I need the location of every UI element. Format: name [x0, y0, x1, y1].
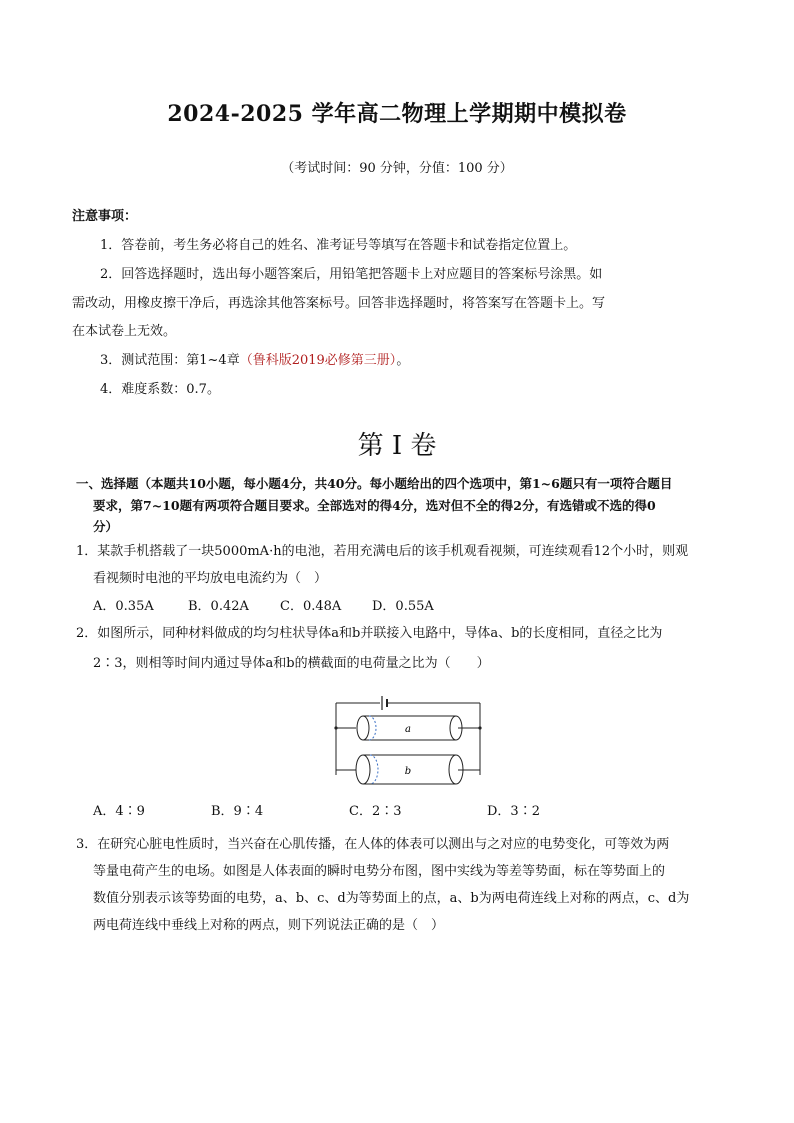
question-1-option-d: D．0.55A — [372, 599, 434, 614]
notice-item-1: 1．答卷前，考生务必将自己的姓名、准考证号等填写在答题卡和试卷指定位置上。 — [100, 238, 577, 253]
page-title: 2024-2025 学年高二物理上学期期中模拟卷 — [167, 101, 627, 127]
question-2-option-d: D．3∶2 — [487, 804, 540, 819]
notice-heading: 注意事项： — [72, 209, 138, 224]
section-title: 第 I 卷 — [357, 431, 437, 461]
notice-item-2-line-3: 在本试卷上无效。 — [72, 324, 177, 339]
question-3-line-4: 两电荷连线中垂线上对称的两点，则下列说法正确的是（ ） — [93, 918, 445, 933]
notice-item-3 — [100, 349, 409, 368]
section-intro-line-1: 一、选择题（本题共10小题，每小题4分，共40分。每小题给出的四个选项中，第1~6题只有一项符合题目 — [76, 476, 673, 491]
notice-item-3-prefix: 3．测试范围：第1~4章 — [100, 353, 240, 368]
question-3-line-3: 数值分别表示该等势面的电势，a、b、c、d为等势面上的点，a、b为两电荷连线上对称的两点，c、d为 — [93, 891, 690, 906]
question-1-option-b: B．0.42A — [188, 599, 249, 614]
conductor-a-label: a — [405, 724, 411, 735]
question-1-option-c: C．0.48A — [280, 599, 342, 614]
question-1-line-1: 1．某款手机搭载了一块5000mA·h的电池，若用充满电后的该手机观看视频，可连续观看12个小时，则观 — [76, 544, 689, 559]
question-1-line-2: 看视频时电池的平均放电电流约为（ ） — [93, 571, 328, 586]
question-1-option-a: A．0.35A — [93, 599, 154, 614]
section-intro-line-2: 要求，第7~10题有两项符合题目要求。全部选对的得4分，选对但不全的得2分，有选错或不选的得0 — [93, 498, 656, 513]
notice-item-2-line-1: 2．回答选择题时，选出每小题答案后，用铅笔把答题卡上对应题目的答案标号涂黑。如 — [100, 267, 603, 282]
question-3-line-2: 等量电荷产生的电场。如图是人体表面的瞬时电势分布图，图中实线为等差等势面，标在等势面上的 — [93, 864, 666, 879]
exam-info: （考试时间：90 分钟，分值：100 分） — [281, 161, 513, 176]
parallel-conductors-circuit-figure — [328, 683, 488, 789]
section-intro-line-3: 分） — [93, 519, 119, 534]
conductor-b-label: b — [404, 766, 412, 777]
question-3-line-1: 3．在研究心脏电性质时，当兴奋在心肌传播，在人体的体表可以测出与之对应的电势变化，可等效为两 — [76, 837, 670, 852]
notice-item-4: 4．难度系数：0.7。 — [100, 382, 220, 397]
question-2-option-a: A．4∶9 — [93, 804, 145, 819]
question-2-line-2: 2∶3，则相等时间内通过导体a和b的横截面的电荷量之比为（ ） — [93, 656, 490, 671]
question-2-option-c: C．2∶3 — [349, 804, 402, 819]
question-2-line-1: 2．如图所示，同种材料做成的均匀柱状导体a和b并联接入电路中，导体a、b的长度相同，直径之比为 — [76, 626, 663, 641]
notice-item-3-suffix: 。 — [396, 353, 410, 368]
notice-item-3-textbook: （鲁科版2019必修第三册） — [239, 353, 397, 368]
notice-item-2-line-2: 需改动，用橡皮擦干净后，再选涂其他答案标号。回答非选择题时，将答案写在答题卡上。写 — [72, 296, 606, 311]
question-2-option-b: B．9∶4 — [211, 804, 264, 819]
